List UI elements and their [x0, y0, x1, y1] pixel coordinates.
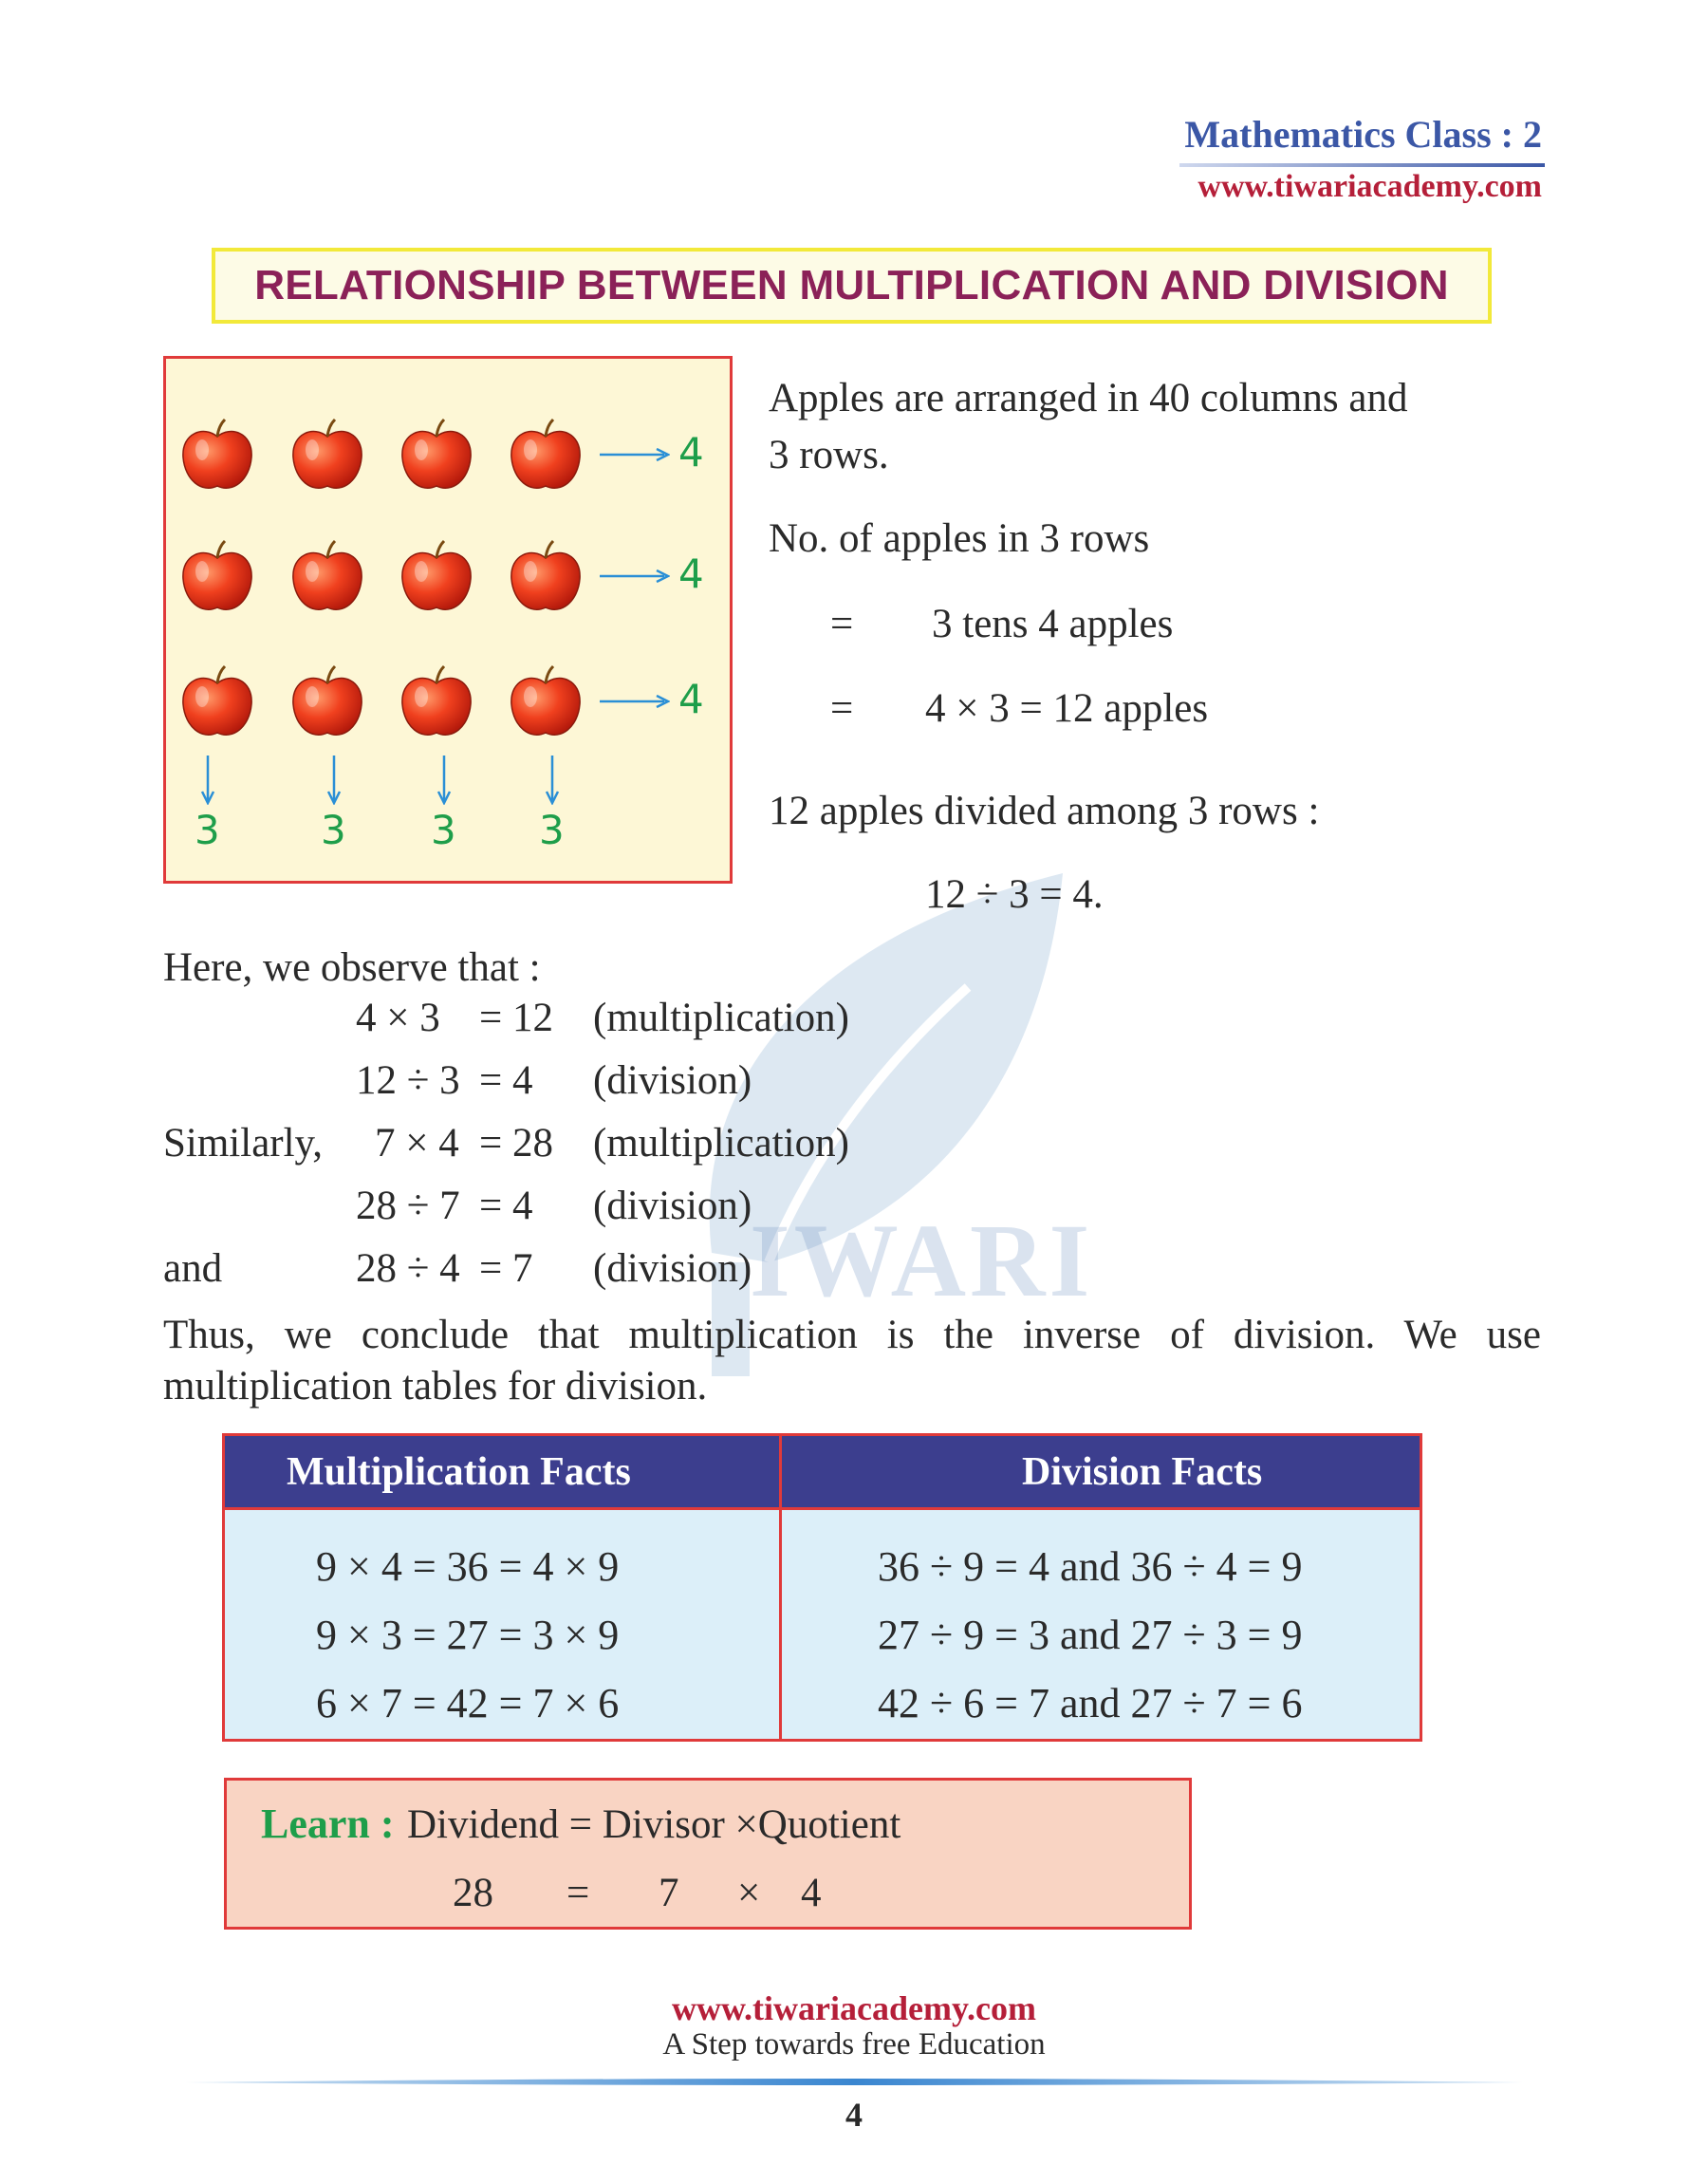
footer-tagline: A Step towards free Education	[662, 2027, 1046, 2062]
down-arrow-icon	[326, 756, 342, 805]
apple-icon	[506, 662, 585, 742]
conclusion-line-1: Thus, we conclude that multiplication is the inverse of division. We use	[163, 1313, 1541, 1357]
down-arrow-icon	[545, 756, 560, 805]
right-arrow-icon	[600, 569, 670, 583]
observe-note: (multiplication)	[593, 1121, 849, 1166]
column-count-label: 3	[539, 807, 565, 853]
explanation-line-1: Apples are arranged in 40 columns and	[769, 376, 1408, 420]
observe-note: (division)	[593, 1246, 752, 1291]
apple-icon	[506, 416, 585, 495]
learn-box	[224, 1778, 1192, 1930]
explanation-line-3: No. of apples in 3 rows	[769, 516, 1150, 561]
apple-icon	[288, 662, 367, 742]
learn-example-equals: =	[566, 1871, 590, 1915]
apple-icon	[397, 662, 476, 742]
section-heading-box	[212, 248, 1492, 324]
observe-expression: 28 ÷ 7	[356, 1184, 460, 1228]
row-count-label: 4	[678, 676, 704, 722]
observe-intro: Here, we observe that :	[163, 945, 541, 990]
learn-example-quotient: 4	[801, 1871, 822, 1915]
apple-icon	[288, 537, 367, 617]
apple-icon	[506, 537, 585, 617]
column-count-label: 3	[321, 807, 346, 853]
section-heading: RELATIONSHIP BETWEEN MULTIPLICATION AND DIVISION	[254, 262, 1449, 308]
column-count-label: 3	[195, 807, 220, 853]
class-title: Mathematics Class : 2	[1184, 113, 1542, 156]
explanation-line-2: 3 rows.	[769, 433, 889, 477]
down-arrow-icon	[200, 756, 215, 805]
division-fact-3: 42 ÷ 6 = 7 and 27 ÷ 7 = 6	[878, 1680, 1303, 1726]
equation-1-sign: =	[830, 602, 854, 646]
division-fact-1: 36 ÷ 9 = 4 and 36 ÷ 4 = 9	[878, 1543, 1303, 1590]
observe-result: = 7	[479, 1246, 533, 1291]
watermark-text: IWARI	[750, 1203, 1094, 1318]
apple-icon	[177, 416, 257, 495]
right-arrow-icon	[600, 695, 670, 708]
header-website[interactable]: www.tiwariacademy.com	[1197, 169, 1542, 204]
multiplication-fact-1: 9 × 4 = 36 = 4 × 9	[316, 1543, 620, 1590]
learn-example-dividend: 28	[453, 1871, 493, 1915]
apple-icon	[288, 416, 367, 495]
header-multiplication-facts: Multiplication Facts	[287, 1450, 631, 1494]
right-arrow-icon	[600, 448, 670, 461]
observe-result: = 4	[479, 1184, 533, 1228]
down-arrow-icon	[436, 756, 452, 805]
observe-expression: 12 ÷ 3	[356, 1058, 460, 1103]
conclusion-line-2: multiplication tables for division.	[163, 1364, 708, 1409]
explanation-line-4: 12 apples divided among 3 rows :	[769, 789, 1320, 833]
observe-result: = 4	[479, 1058, 533, 1103]
row-count-label: 4	[678, 429, 704, 476]
learn-example-divisor: 7	[659, 1871, 679, 1915]
observe-note: (division)	[593, 1184, 752, 1228]
apple-icon	[397, 416, 476, 495]
multiplication-fact-2: 9 × 3 = 27 = 3 × 9	[316, 1612, 620, 1658]
equation-2: 4 × 3 = 12 apples	[925, 686, 1209, 731]
observe-expression: 28 ÷ 4	[356, 1246, 460, 1291]
multiplication-fact-3: 6 × 7 = 42 = 7 × 6	[316, 1680, 620, 1726]
footer-website[interactable]: www.tiwariacademy.com	[672, 1989, 1036, 2027]
header-rule	[1179, 163, 1545, 167]
equation-2-sign: =	[830, 686, 854, 731]
column-count-label: 3	[431, 807, 456, 853]
observe-expression: 7 × 4	[375, 1121, 459, 1166]
facts-table	[222, 1433, 1422, 1742]
observe-row-label: Similarly,	[163, 1121, 324, 1166]
division-fact-2: 27 ÷ 9 = 3 and 27 ÷ 3 = 9	[878, 1612, 1303, 1658]
facts-table-divider	[779, 1436, 782, 1739]
observe-result: = 28	[479, 1121, 554, 1166]
apple-array-figure	[163, 356, 733, 884]
observe-note: (multiplication)	[593, 996, 849, 1040]
apple-icon	[177, 662, 257, 742]
row-count-label: 4	[678, 550, 704, 597]
page-number: 4	[845, 2096, 863, 2134]
learn-label: Learn :	[261, 1801, 395, 1847]
observe-expression: 4 × 3	[356, 996, 440, 1040]
equation-3: 12 ÷ 3 = 4.	[925, 872, 1104, 917]
footer-rule	[185, 2079, 1523, 2086]
observe-note: (division)	[593, 1058, 752, 1103]
equation-1: 3 tens 4 apples	[932, 602, 1174, 646]
learn-formula: Dividend = Divisor ×Quotient	[407, 1802, 901, 1847]
header-division-facts: Division Facts	[1022, 1450, 1263, 1494]
learn-example-times: ×	[737, 1871, 761, 1915]
observe-row-label: and	[163, 1246, 223, 1291]
apple-icon	[397, 537, 476, 617]
apple-icon	[177, 537, 257, 617]
observe-result: = 12	[479, 996, 554, 1040]
